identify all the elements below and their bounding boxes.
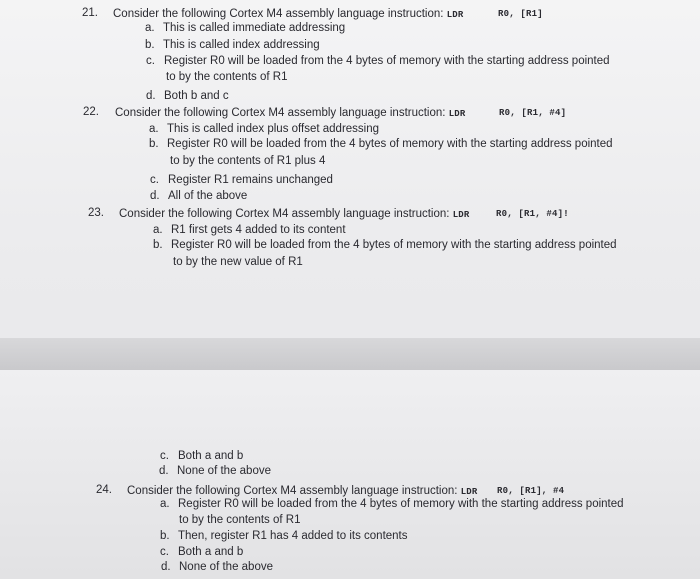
option-c bbox=[160, 544, 243, 560]
option-c bbox=[150, 172, 333, 188]
option-text: Register R0 will be loaded from the 4 bytes of memory with the starting address pointed bbox=[171, 239, 617, 251]
option-a bbox=[149, 121, 379, 137]
option-letter: a. bbox=[149, 123, 159, 135]
option-b bbox=[149, 136, 613, 152]
option-text: Both a and b bbox=[178, 546, 244, 558]
option-b bbox=[153, 237, 617, 253]
option-text: None of the above bbox=[177, 465, 271, 477]
instruction-operands: R0, [R1, #4] bbox=[499, 108, 567, 118]
option-text: R1 first gets 4 added to its content bbox=[171, 224, 346, 236]
option-c-continued: to by the contents of R1 bbox=[166, 71, 288, 83]
option-text: Both a and b bbox=[178, 450, 244, 462]
option-letter: d. bbox=[150, 190, 160, 202]
option-d bbox=[159, 463, 271, 479]
option-letter: c. bbox=[150, 174, 159, 186]
option-letter: b. bbox=[160, 530, 170, 542]
option-text: Register R0 will be loaded from the 4 bytes of memory with the starting address pointed bbox=[164, 55, 610, 67]
option-text: This is called immediate addressing bbox=[163, 22, 346, 34]
stem-text: Consider the following Cortex M4 assembly language instruction: bbox=[127, 485, 458, 497]
instruction-mnemonic: LDR bbox=[452, 210, 470, 220]
question-number: 23. bbox=[88, 207, 104, 219]
page-divider-band bbox=[0, 338, 700, 370]
option-letter: c. bbox=[160, 450, 169, 462]
option-d bbox=[146, 88, 229, 104]
option-a bbox=[160, 496, 624, 512]
option-a bbox=[145, 20, 345, 36]
option-letter: b. bbox=[153, 239, 163, 251]
option-letter: d. bbox=[146, 90, 156, 102]
option-letter: a. bbox=[145, 22, 155, 34]
option-letter: a. bbox=[160, 498, 170, 510]
instruction-mnemonic: LDR bbox=[460, 487, 478, 497]
option-text: Register R0 will be loaded from the 4 bytes of memory with the starting address pointed bbox=[167, 138, 613, 150]
option-a bbox=[153, 222, 346, 238]
option-d bbox=[161, 559, 273, 575]
option-text: Both b and c bbox=[164, 90, 229, 102]
option-letter: b. bbox=[149, 138, 159, 150]
option-text: Then, register R1 has 4 added to its contents bbox=[178, 530, 408, 542]
option-letter: c. bbox=[160, 546, 169, 558]
question-number: 24. bbox=[96, 484, 112, 496]
option-b-continued: to by the contents of R1 plus 4 bbox=[170, 155, 326, 167]
option-text: This is called index plus offset addressing bbox=[167, 123, 380, 135]
option-b-continued: to by the new value of R1 bbox=[173, 256, 303, 268]
option-text: Register R0 will be loaded from the 4 bytes of memory with the starting address pointed bbox=[178, 498, 624, 510]
option-text: Register R1 remains unchanged bbox=[168, 174, 333, 186]
option-a-continued: to by the contents of R1 bbox=[179, 514, 301, 526]
option-letter: d. bbox=[159, 465, 169, 477]
option-b bbox=[145, 37, 320, 53]
option-text: All of the above bbox=[168, 190, 248, 202]
option-letter: a. bbox=[153, 224, 163, 236]
question-number: 22. bbox=[83, 106, 99, 118]
option-letter: c. bbox=[146, 55, 155, 67]
option-letter: d. bbox=[161, 561, 171, 573]
question-number: 21. bbox=[82, 7, 98, 19]
option-c bbox=[146, 53, 610, 69]
instruction-operands: R0, [R1], #4 bbox=[497, 486, 565, 496]
instruction-mnemonic: LDR bbox=[448, 109, 466, 119]
stem-text: Consider the following Cortex M4 assembly language instruction: bbox=[115, 107, 446, 119]
instruction-mnemonic: LDR bbox=[446, 10, 464, 20]
question-stem bbox=[119, 207, 470, 222]
document-page-bottom bbox=[0, 370, 700, 579]
stem-text: Consider the following Cortex M4 assembly language instruction: bbox=[119, 208, 450, 220]
option-text: This is called index addressing bbox=[163, 39, 320, 51]
stem-text: Consider the following Cortex M4 assembly language instruction: bbox=[113, 8, 444, 20]
option-text: None of the above bbox=[179, 561, 273, 573]
option-d bbox=[150, 188, 247, 204]
option-c bbox=[160, 448, 243, 464]
instruction-operands: R0, [R1, #4]! bbox=[496, 209, 569, 219]
instruction-operands: R0, [R1] bbox=[498, 9, 543, 19]
option-letter: b. bbox=[145, 39, 155, 51]
question-stem bbox=[115, 106, 466, 121]
option-b bbox=[160, 528, 408, 544]
